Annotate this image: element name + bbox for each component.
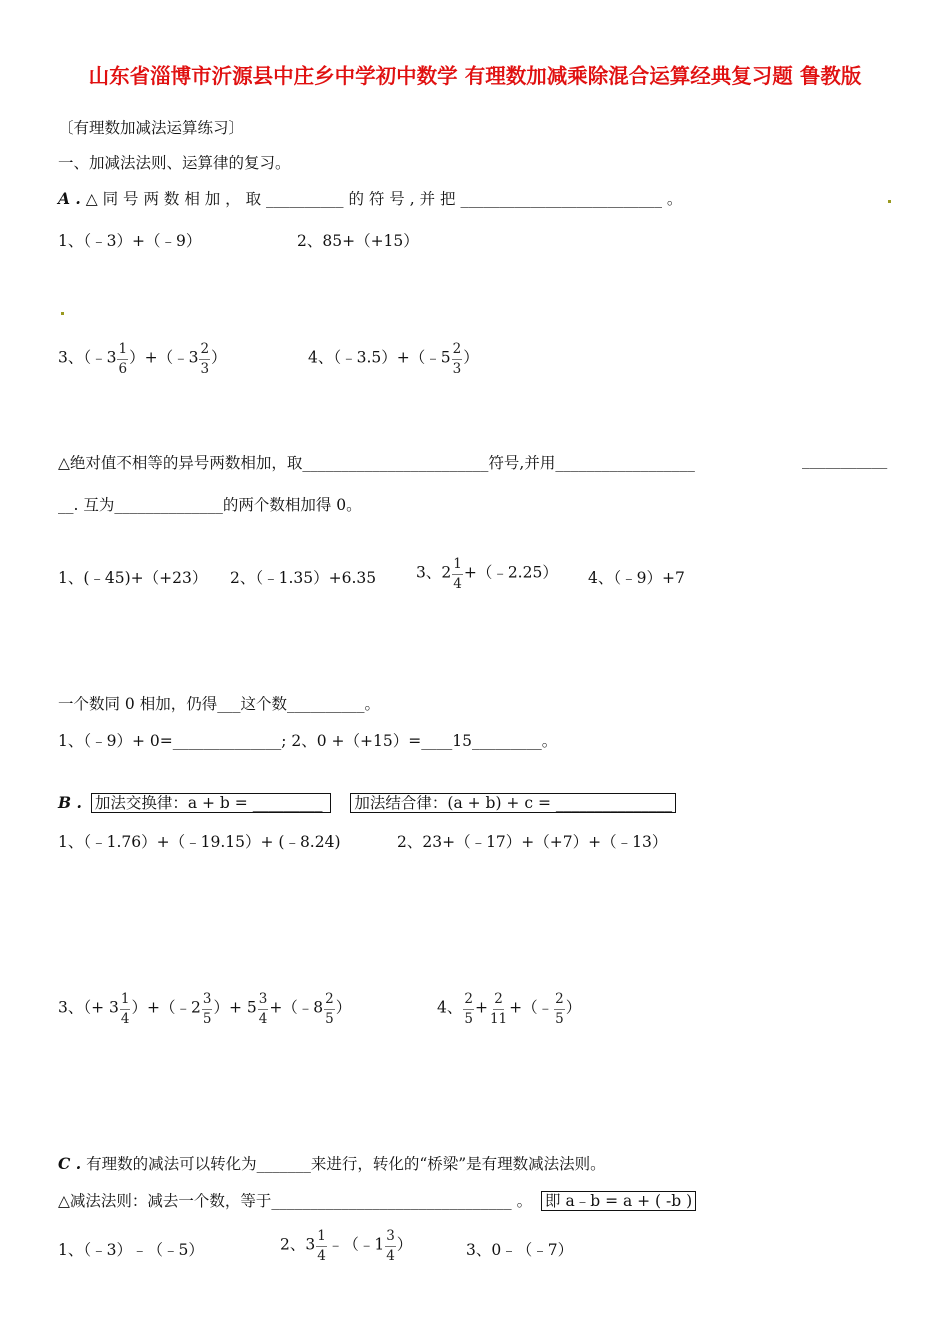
exercise-a2: 2、85+（+15） bbox=[297, 232, 419, 250]
expr-text: 4、 bbox=[437, 998, 463, 1017]
expr-text: 3、（+ 3 bbox=[58, 998, 119, 1017]
exercise-c1: 1、（﹣1.76）+（﹣19.15）+ (﹣8.24) bbox=[58, 833, 341, 851]
expr-text: +（﹣8 bbox=[269, 998, 324, 1017]
decorative-dot bbox=[61, 312, 64, 315]
numerator: 3 bbox=[258, 993, 269, 1010]
associative-law-box: 加法结合律：(a + b) + c = _______________ bbox=[350, 793, 676, 813]
denominator: 5 bbox=[325, 1010, 334, 1027]
numerator: 2 bbox=[463, 993, 474, 1010]
page-title: 山东省淄博市沂源县中庄乡中学初中数学 有理数加减乘除混合运算经典复习题 鲁教版 bbox=[88, 64, 862, 88]
exercise-d3: 3、0﹣（﹣7） bbox=[466, 1241, 574, 1259]
exercise-a4 bbox=[308, 342, 479, 375]
expr-text: ） bbox=[396, 1235, 413, 1254]
zero-exercises: 1、（﹣9）+ 0=______________; 2、0 +（+15）=____15_________。 bbox=[58, 732, 558, 750]
fraction bbox=[202, 993, 213, 1026]
decorative-dot bbox=[888, 200, 891, 203]
expr-text: ）+（﹣2 bbox=[131, 998, 201, 1017]
fraction bbox=[199, 343, 210, 376]
numerator: 1 bbox=[120, 993, 131, 1010]
fraction bbox=[120, 993, 131, 1026]
subtraction-formula-box: 即 a﹣b = a + ( -b ) bbox=[541, 1191, 696, 1211]
exercise-c4 bbox=[437, 992, 581, 1025]
numerator: 2 bbox=[324, 993, 335, 1010]
denominator: 5 bbox=[202, 1010, 212, 1027]
expr-text: ） bbox=[565, 998, 582, 1017]
numerator: 1 bbox=[117, 343, 128, 360]
denominator: 4 bbox=[258, 1010, 268, 1027]
exercise-c2: 2、23+（﹣17）+（+7）+（﹣13） bbox=[397, 833, 668, 851]
zero-rule: 一个数同 0 相加，仍得___这个数__________。 bbox=[58, 695, 380, 713]
section-c-intro bbox=[58, 1152, 606, 1174]
fraction bbox=[316, 1230, 327, 1263]
denominator: 11 bbox=[489, 1010, 508, 1027]
section-heading: 一、加减法法则、运算律的复习。 bbox=[58, 154, 291, 172]
abs-value-rule-blank: ___________ bbox=[802, 451, 888, 469]
exercise-b4: 4、（﹣9）+7 bbox=[588, 569, 685, 587]
subtitle: 〔有理数加减法运算练习〕 bbox=[58, 119, 245, 137]
subtraction-rule-text: △减法法则：减去一个数，等于_______________________________ 。 bbox=[58, 1192, 533, 1210]
section-c-label: C . bbox=[58, 1154, 82, 1173]
fraction bbox=[489, 993, 508, 1026]
numerator: 2 bbox=[493, 993, 504, 1010]
exercise-c3 bbox=[58, 992, 351, 1025]
denominator: 4 bbox=[453, 575, 462, 592]
expr-text: 3、（﹣3 bbox=[58, 348, 117, 367]
expr-text: ） bbox=[335, 998, 352, 1017]
denominator: 3 bbox=[200, 360, 210, 377]
exercise-d1: 1、（﹣3）﹣（﹣5） bbox=[58, 1241, 204, 1259]
subtraction-rule bbox=[58, 1189, 696, 1211]
expr-text: ） bbox=[211, 348, 227, 367]
section-b-laws bbox=[58, 791, 676, 813]
exercise-b2: 2、（﹣1.35）+6.35 bbox=[230, 569, 377, 587]
expr-text: + bbox=[474, 998, 488, 1017]
numerator: 2 bbox=[199, 343, 210, 360]
expr-text: +（﹣2.25） bbox=[463, 563, 558, 582]
section-a-rule-text: △ 同 号 两 数 相 加 ， 取 __________ 的 符 号 , 并 把 __________________________ 。 bbox=[85, 190, 683, 208]
fraction bbox=[452, 558, 463, 591]
expr-text: 4、（﹣3.5）+（﹣5 bbox=[308, 348, 451, 367]
denominator: 3 bbox=[452, 360, 462, 377]
section-a-label: A . bbox=[58, 189, 81, 208]
denominator: 4 bbox=[386, 1247, 395, 1264]
exercise-b1: 1、(﹣45)+（+23） bbox=[58, 569, 208, 587]
numerator: 3 bbox=[385, 1230, 396, 1247]
commutative-law-box: 加法交换律：a + b = _________ bbox=[91, 793, 332, 813]
expr-text: 3、2 bbox=[416, 563, 452, 582]
expr-text: ） bbox=[463, 348, 479, 367]
numerator: 1 bbox=[452, 558, 463, 575]
abs-value-rule: △绝对值不相等的异号两数相加，取________________________符号,并用__________________ bbox=[58, 454, 695, 472]
expr-text: ）+ 5 bbox=[213, 998, 257, 1017]
numerator: 2 bbox=[452, 343, 463, 360]
exercise-d2 bbox=[280, 1229, 412, 1262]
fraction bbox=[385, 1230, 396, 1263]
numerator: 3 bbox=[202, 993, 213, 1010]
section-c-text: 有理数的减法可以转化为_______来进行，转化的“桥梁”是有理数减法法则。 bbox=[86, 1155, 606, 1173]
expr-text: ﹣（﹣1 bbox=[327, 1235, 385, 1254]
denominator: 5 bbox=[555, 1010, 564, 1027]
section-b-label: B . bbox=[58, 793, 82, 812]
fraction bbox=[463, 993, 474, 1026]
expr-text: +（﹣ bbox=[509, 998, 554, 1017]
denominator: 6 bbox=[118, 360, 128, 377]
expr-text: 2、3 bbox=[280, 1235, 316, 1254]
fraction bbox=[258, 993, 269, 1026]
fraction bbox=[324, 993, 335, 1026]
denominator: 5 bbox=[464, 1010, 473, 1027]
fraction bbox=[452, 343, 463, 376]
section-a-rule bbox=[58, 187, 682, 209]
exercise-b3 bbox=[416, 557, 558, 590]
expr-text: ）+（﹣3 bbox=[129, 348, 199, 367]
opposite-numbers-rule: __. 互为______________的两个数相加得 0。 bbox=[58, 496, 362, 514]
fraction bbox=[117, 343, 128, 376]
fraction bbox=[554, 993, 565, 1026]
denominator: 4 bbox=[120, 1010, 130, 1027]
exercise-a1: 1、（﹣3）+（﹣9） bbox=[58, 232, 202, 250]
exercise-a3 bbox=[58, 342, 227, 375]
denominator: 4 bbox=[317, 1247, 326, 1264]
numerator: 2 bbox=[554, 993, 565, 1010]
numerator: 1 bbox=[316, 1230, 327, 1247]
